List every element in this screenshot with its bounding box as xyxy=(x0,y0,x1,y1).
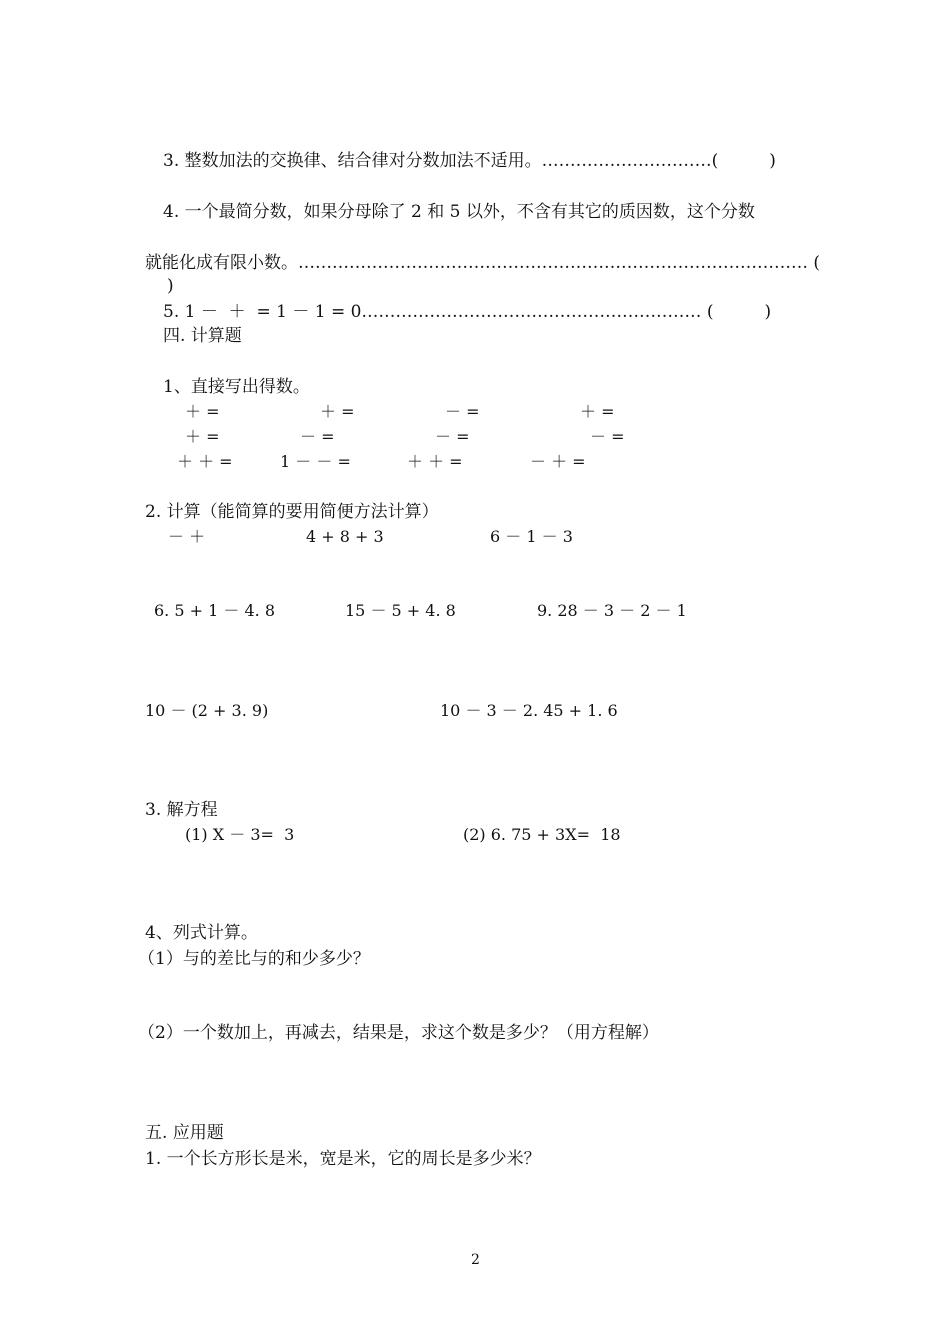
judgement-item-4-line-2: 就能化成有限小数。……………………………………………………………………………… ( xyxy=(145,253,821,273)
q4-sub-1: （1）与的差比与的和少多少？ xyxy=(138,949,370,969)
q2-expression: 6. 5 + 1 － 4. 8 xyxy=(154,601,275,620)
q1-item: － = xyxy=(300,427,335,446)
q4-title: 4、列式计算。 xyxy=(145,923,258,943)
q1-item: － = xyxy=(445,402,480,421)
judgement-item-4-line-1: 4. 一个最简分数，如果分母除了 2 和 5 以外，不含有其它的质因数，这个分数 xyxy=(163,202,755,222)
q3-title: 3. 解方程 xyxy=(145,800,218,820)
judgement-item-5: 5. 1 － ＋ = 1 － 1 = 0…………………………………………………… ( ) xyxy=(163,302,772,322)
q3-equation-1: (1) X － 3= 3 xyxy=(185,825,295,844)
q3-equation-2: (2) 6. 75 + 3X= 18 xyxy=(463,825,621,844)
section-5-heading: 五. 应用题 xyxy=(145,1123,224,1143)
q1-item: ＋ = xyxy=(580,402,615,421)
q1-item: ＋ ＋ = xyxy=(177,452,233,471)
q1-title: 1、直接写出得数。 xyxy=(163,377,310,397)
q1-item: ＋ = xyxy=(185,427,220,446)
q1-item: 1 － － = xyxy=(280,452,351,471)
q1-item: － ＋ = xyxy=(530,452,586,471)
q4-sub-2: （2）一个数加上，再减去，结果是，求这个数是多少？（用方程解） xyxy=(138,1023,659,1043)
q2-expression: 6 － 1 － 3 xyxy=(490,527,573,546)
q1-item: ＋ = xyxy=(320,402,355,421)
q1-item: － = xyxy=(435,427,470,446)
application-question-1: 1. 一个长方形长是米，宽是米，它的周长是多少米？ xyxy=(145,1149,541,1169)
page-number: 2 xyxy=(471,1252,480,1268)
q2-expression: 9. 28 － 3 － 2 － 1 xyxy=(537,601,687,620)
section-4-heading: 四. 计算题 xyxy=(163,326,242,346)
q1-item: ＋ ＋ = xyxy=(407,452,463,471)
q2-expression: 4 + 8 + 3 xyxy=(306,527,384,546)
q1-item: － = xyxy=(590,427,625,446)
q2-expression: 10 － (2 + 3. 9) xyxy=(145,701,269,720)
q2-title: 2. 计算（能简算的要用简便方法计算） xyxy=(145,502,439,522)
judgement-item-4-line-3: ) xyxy=(167,276,174,296)
q2-expression: － ＋ xyxy=(168,527,206,546)
q1-item: ＋ = xyxy=(185,402,220,421)
q2-expression: 10 － 3 － 2. 45 + 1. 6 xyxy=(440,701,618,720)
q2-expression: 15 － 5 + 4. 8 xyxy=(345,601,456,620)
judgement-item-3: 3. 整数加法的交换律、结合律对分数加法不适用。…………………………( ) xyxy=(163,151,776,171)
